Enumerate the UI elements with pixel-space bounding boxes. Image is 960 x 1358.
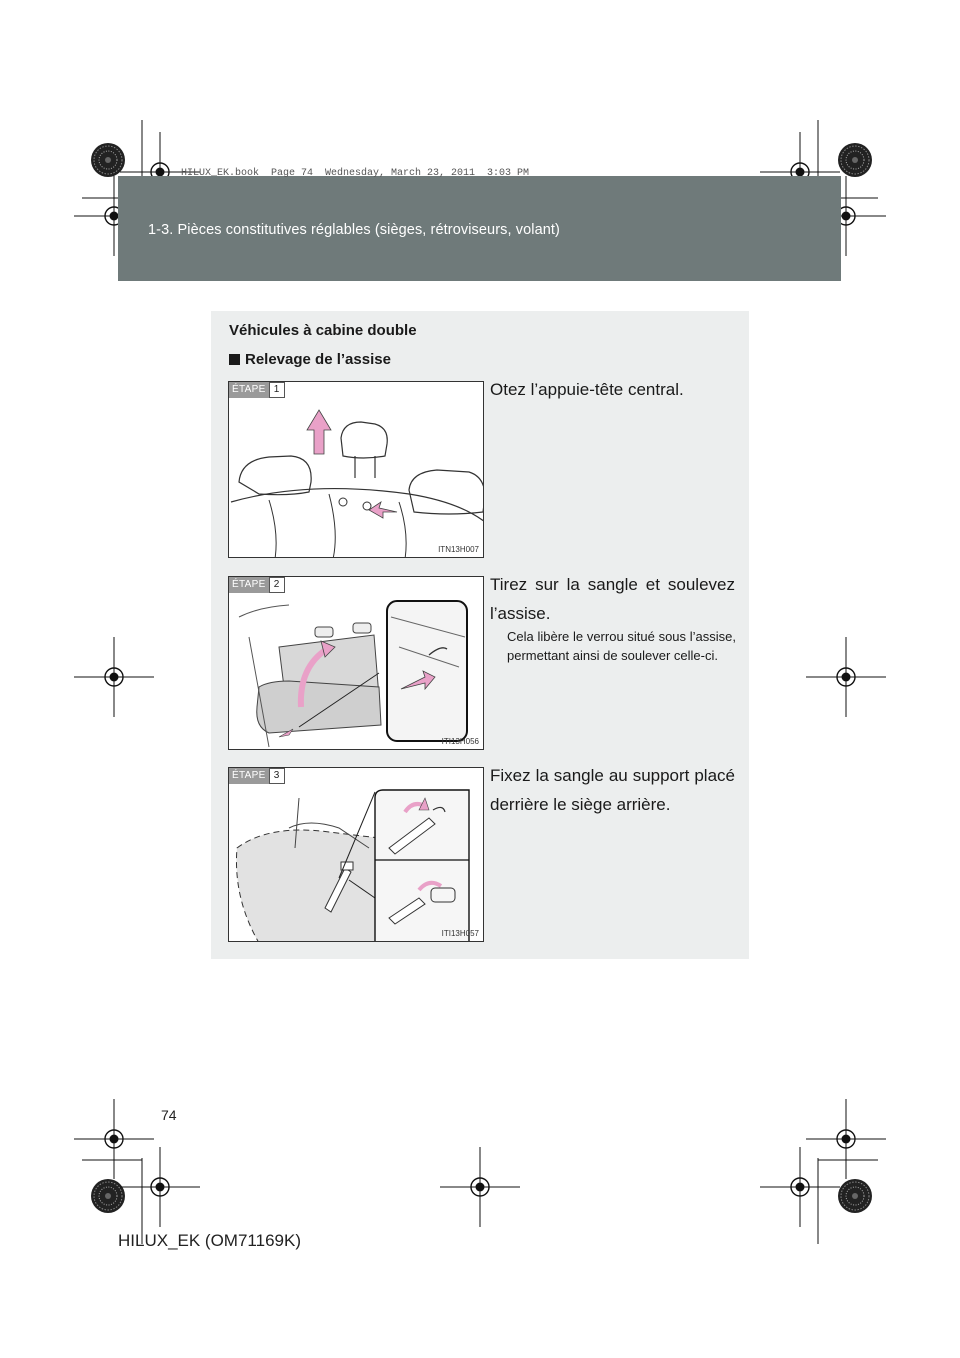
step-label: ÉTAPE (229, 382, 269, 398)
model-code: HILUX_EK (OM71169K) (118, 1231, 301, 1250)
print-stamp: HILUX_EK.book Page 74 Wednesday, March 23, 2011 3:03 PM (181, 168, 530, 179)
step-1-illustration (228, 381, 484, 558)
step-label: ÉTAPE (229, 768, 269, 784)
step-number: 1 (269, 382, 285, 398)
section-title: Véhicules à cabine double (229, 322, 417, 339)
step-2-illustration (228, 576, 484, 750)
step-2-text: Tirez sur la sangle et soulevez l’assise. (490, 575, 735, 623)
step-badge (229, 577, 285, 593)
color-calibration-wheel-icon (91, 143, 125, 177)
page-number: 74 (161, 1107, 177, 1123)
section-header-bar (118, 176, 841, 281)
image-code: ITI13H056 (441, 737, 479, 746)
step-label: ÉTAPE (229, 577, 269, 593)
step-badge (229, 382, 285, 398)
square-bullet-icon (229, 354, 240, 365)
step-1-text: Otez l’appuie-tête central. (490, 380, 684, 399)
step-number: 3 (269, 768, 285, 784)
image-code: ITN13H007 (438, 545, 479, 554)
step-2-note: Cela libère le verrou situé sous l’assise, permettant ainsi de soulever celle-ci. (507, 629, 736, 663)
step-badge (229, 768, 285, 784)
up-arrow-icon (307, 410, 331, 454)
step-number: 2 (269, 577, 285, 593)
headrest-illustration (229, 382, 484, 558)
instruction-panel (211, 311, 749, 959)
section-header-title: 1-3. Pièces constitutives réglables (sièges, rétroviseurs, volant) (148, 222, 560, 238)
strap-fix-illustration (229, 768, 484, 942)
image-code: ITI13H057 (441, 929, 479, 938)
subheading (229, 351, 391, 368)
seat-lift-illustration (229, 577, 484, 750)
step-3-text: Fixez la sangle au support placé derrière le siège arrière. (490, 766, 735, 814)
subheading-text: Relevage de l’assise (245, 351, 391, 368)
step-3-illustration (228, 767, 484, 942)
